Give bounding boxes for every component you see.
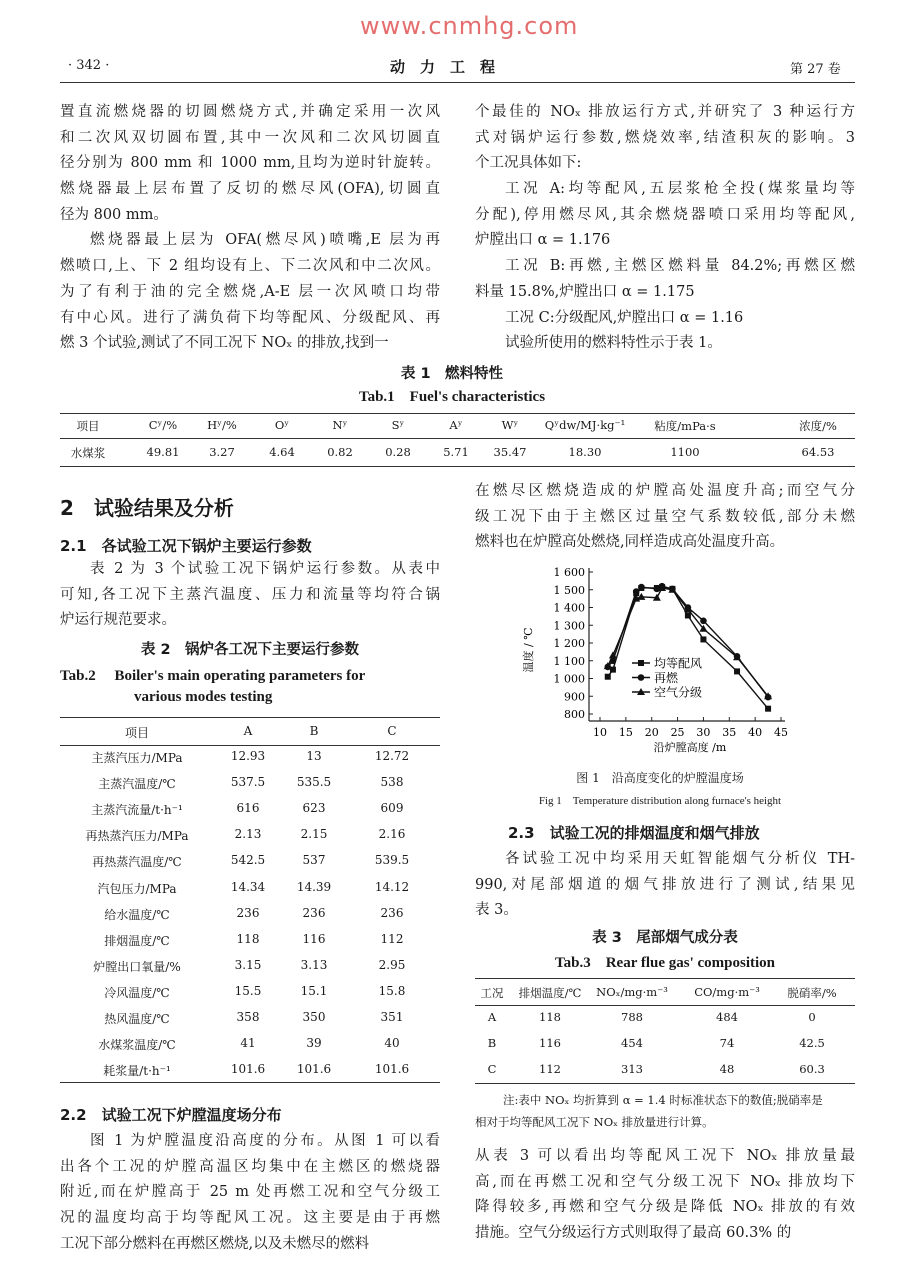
x-tick-label: 40 [748,726,763,739]
table3-cell: 48 [719,1062,735,1076]
table2-cell: 14.39 [296,879,332,894]
table2-title-en-2: various modes testing [134,689,273,705]
right-mid-text [475,479,855,556]
table2-cell: 15.5 [234,983,262,998]
text-line: 试验所使用的燃料特性示于表 1。 [505,335,722,352]
table2-cell: 给水温度/℃ [104,907,170,922]
table2-cell: 汽包压力/MPa [97,881,177,896]
text-line: 级工况下由于主燃区过量空气系数较低,部分未燃 [475,508,855,525]
table1-header-cell: 粘度/mPa·s [654,419,716,433]
text-line: 燃 3 个试验,测试了不同工况下 NOₓ 的排放,找到一 [60,335,389,352]
data-point-circle [700,618,707,625]
table2-cell: 101.6 [230,1062,266,1077]
table3-cell: 118 [539,1010,561,1024]
table2-cell: 水煤浆温度/℃ [98,1038,176,1053]
table3-cell: 112 [539,1062,561,1076]
table3-cell: 313 [621,1062,643,1076]
text-line: 工况下部分燃料在再燃区燃烧,以及未燃尽的燃料 [60,1235,370,1252]
subsection-heading: 2.2 试验工况下炉膛温度场分布 [60,1106,282,1124]
table2-cell: 2.13 [234,827,262,842]
table2-header-cell: B [309,724,319,738]
table2-cell: 冷风温度/℃ [104,985,170,1000]
table2-cell: 101.6 [374,1062,410,1077]
text-line: 工况 B:再燃,主燃区燃料量 84.2%;再燃区燃 [505,258,855,275]
table2-cell: 15.1 [300,983,328,998]
table2-cell: 炉膛出口氧量/% [93,959,181,974]
text-line: 置直流燃烧器的切圆燃烧方式,并确定采用一次风 [60,104,440,120]
table3-cell: 788 [621,1010,643,1024]
table1-cell: 35.47 [493,445,527,459]
data-point-circle [638,584,645,591]
table2-cell: 排烟温度/℃ [104,933,170,948]
x-tick-label: 15 [618,726,633,739]
section2-3-text [475,847,855,924]
table2-cell: 101.6 [296,1062,332,1077]
table1-title-en: Tab.1 Fuel's characteristics [358,389,546,405]
table2-cell: 538 [380,775,404,790]
data-point-square [734,668,740,674]
section-heading: 2 试验结果及分析 [60,496,234,520]
y-tick-label: 1 200 [553,637,585,650]
text-line: 炉运行规范要求。 [60,612,176,629]
text-line: 个最佳的 NOₓ 排放运行方式,并研究了 3 种运行方 [475,104,855,120]
table3-cell: 42.5 [799,1036,825,1050]
text-line: 在燃尽区燃烧造成的炉膛高处温度升高;而空气分 [475,483,855,499]
x-tick-label: 10 [593,726,607,739]
y-tick-label: 1 500 [553,583,585,597]
table1-title-cn: 表 1 燃料特性 [400,366,504,382]
table2-top-rule [60,717,440,718]
table2-cell: 537.5 [230,775,266,790]
journal-title: 动 力 工 程 [390,58,496,76]
text-line: 从表 3 可以看出均等配风工况下 NOₓ 排放量最 [475,1148,855,1164]
table3-note: 注:表中 NOₓ 均折算到 α = 1.4 时标准状态下的数值;脱硝率是 [503,1093,823,1107]
table3-cell: 74 [719,1036,735,1050]
table2-cell: 236 [302,905,326,920]
table2-cell: 236 [236,905,260,920]
table2-cell: 3.15 [234,957,262,972]
text-line: 燃料也在炉膛高处燃烧,同样造成高处温度升高。 [475,534,785,551]
subsection-heading: 2.1 各试验工况下锅炉主要运行参数 [60,537,312,555]
table1-bottom-rule [60,466,855,467]
figure-caption-cn: 图 1 沿高度变化的炉膛温度场 [576,771,744,785]
table3-header-cell: 工况 [480,986,504,1000]
table2-cell: 542.5 [230,853,266,868]
table1-cell: 水煤浆 [70,446,106,460]
x-tick-label: 45 [774,726,788,739]
table3-header-cell: 排烟温度/℃ [518,986,582,1000]
legend-label: 空气分级 [654,685,703,700]
table2-cell: 3.13 [300,957,328,972]
table1-mid-rule [60,438,855,439]
table3-title-cn: 表 3 尾部烟气成分表 [592,930,738,946]
table2-cell: 主蒸汽流量/t·h⁻¹ [91,803,183,818]
table2-header-cell: C [387,724,397,738]
text-line: 表 2 为 3 个试验工况下锅炉运行参数。从表中 [90,561,440,577]
table1-cell: 4.64 [269,445,295,459]
text-line: 燃烧器最上层布置了反切的燃尽风(OFA),切圆直 [60,181,440,198]
table2-cell: 2.95 [378,957,406,972]
text-line: 高,而在再燃工况和空气分级工况下 NOₓ 排放均下 [475,1173,855,1190]
table3-cell: 454 [621,1036,643,1050]
table2-cell: 351 [380,1010,404,1024]
data-point-circle [633,588,640,595]
text-line: 燃烧器最上层为 OFA(燃尽风)喷嘴,E 层为再 [90,232,440,249]
table3-bottom-rule [475,1083,855,1084]
text-line: 可知,各工况下主蒸汽温度、压力和流量等均符合锅 [60,586,440,603]
text-line: 径为 800 mm。 [60,206,168,223]
right-intro-text [475,100,855,357]
x-tick-label: 20 [644,726,659,739]
text-line: 径分别为 800 mm 和 1000 mm,且均为逆时针旋转。 [60,155,440,172]
text-line: 表 3。 [475,902,518,919]
table2-cell: 539.5 [374,853,410,868]
table1-header-cell: Nʸ [332,418,348,432]
table2-cell: 主蒸汽温度/℃ [98,777,176,792]
table1-cell: 64.53 [801,445,835,459]
text-line: 附近,而在炉膛高于 25 m 处再燃工况和空气分级工 [60,1184,440,1201]
text-line: 有中心风。进行了满负荷下均等配风、分级配风、再 [60,309,440,326]
table2-cell: 2.15 [300,827,328,842]
table2-cell: 118 [236,931,260,946]
table1-top-rule [60,413,855,414]
table3-cell: 60.3 [799,1062,825,1076]
table2-cell: 12.72 [374,749,410,763]
table3-top-rule [475,978,855,979]
table1-cell: 18.30 [568,445,602,459]
table2-cell: 耗浆量/t·h⁻¹ [103,1064,171,1079]
legend-label: 再燃 [654,671,679,685]
table2-cell: 15.8 [378,983,406,998]
y-tick-label: 800 [564,708,585,721]
volume-label: 第 27 卷 [790,62,841,77]
left-intro-text [60,100,440,357]
table3-cell: B [487,1036,497,1050]
text-line: 式对锅炉运行参数,燃烧效率,结渣积灰的影响。3 [475,129,855,146]
table2-cell: 2.16 [378,827,406,842]
table2-title-en: Tab.2 Boiler's main operating parameters for [60,668,366,684]
table1-header-cell: Aʸ [449,418,463,432]
table2-cell: 236 [380,905,404,920]
table2-bottom-rule [60,1082,440,1083]
text-line: 况的温度均高于均等配风工况。这主要是由于再燃 [60,1210,440,1227]
table2-header-cell: 项目 [124,726,150,740]
table2-cell: 358 [236,1010,260,1024]
table1-header-cell: 项目 [76,419,100,433]
table2-cell: 主蒸汽压力/MPa [91,751,183,765]
table3-header-cell: 脱硝率/% [787,986,837,1000]
table3-note-cont: 相对于均等配风工况下 NOₓ 排放量进行计算。 [475,1115,714,1129]
table3-cell: 0 [808,1010,816,1024]
y-tick-label: 1 400 [553,601,585,615]
text-line: 工况 C:分级配风,炉膛出口 α = 1.16 [505,309,744,326]
y-axis-label: 温度 / ℃ [522,627,535,673]
table1-header-cell: Cʸ/% [148,418,178,432]
text-line: 各试验工况中均采用天虹智能烟气分析仪 TH- [505,851,855,867]
table3-cell: 484 [716,1010,738,1024]
watermark: www.cnmhg.com [360,12,579,40]
table2-cell: 537 [302,853,326,868]
table1-header-cell: Qʸdw/MJ·kg⁻¹ [544,418,626,432]
x-tick-label: 25 [670,726,685,739]
text-line: 炉膛出口 α = 1.176 [475,232,611,249]
x-tick-label: 30 [696,726,711,739]
text-line: 和二次风双切圆布置,其中一次风和二次风切圆直 [60,129,440,146]
table1-cell: 0.28 [385,445,411,459]
text-line: 990,对尾部烟道的烟气排放进行了测试,结果见 [475,876,855,893]
table1-header-cell: Hʸ/% [207,418,237,432]
figure-caption-en: Fig 1 Temperature distribution along furnace's height [538,795,782,807]
data-point-square [765,706,771,712]
table2-header-cell: A [243,724,253,738]
table2-cell: 609 [380,801,404,816]
table2-cell: 再热蒸汽温度/℃ [92,855,182,870]
data-point-square [685,612,691,618]
subsection-heading: 2.3 试验工况的排烟温度和烟气排放 [508,824,760,842]
table2-cell: 616 [236,801,260,816]
table1-header-cell: Sʸ [391,418,405,432]
section2-2-text [60,1129,440,1257]
table1-header-cell: Wʸ [501,418,519,432]
table1-cell: 1100 [670,445,700,459]
table3-cell: A [487,1010,497,1024]
text-line: 出各个工况的炉膛高温区均集中在主燃区的燃烧器 [60,1158,440,1175]
header-rule [60,82,855,83]
table2-cell: 39 [306,1036,322,1051]
text-line: 个工况具体如下: [475,155,582,172]
table3-cell: 116 [539,1036,561,1050]
table2-cell: 14.12 [374,879,410,894]
table1-cell: 3.27 [209,445,235,459]
text-line: 降得较多,再燃和空气分级是降低 NOₓ 排放的有效 [475,1199,855,1216]
table2-cell: 13 [306,749,322,763]
legend-label: 均等配风 [654,656,703,671]
y-tick-label: 1 000 [553,672,585,686]
text-line: 料量 15.8%,炉膛出口 α = 1.175 [475,283,695,300]
page-number: · 342 · [68,58,110,73]
y-tick-label: 1 100 [553,654,585,668]
right-bottom-text [475,1144,855,1247]
text-line: 分配),停用燃尽风,其余燃烧器喷口采用均等配风, [475,206,855,223]
y-tick-label: 1 300 [553,619,585,633]
section2-1-text [60,557,440,634]
table2-cell: 535.5 [296,775,332,790]
table1-cell: 49.81 [146,445,180,459]
x-tick-label: 35 [722,726,737,739]
table2-cell: 112 [380,931,404,946]
text-line: 措施。空气分级运行方式则取得了最高 60.3% 的 [475,1225,792,1242]
x-axis-label: 沿炉膛高度 /m [653,741,727,754]
table2-cell: 116 [302,931,326,946]
table2-cell: 350 [302,1010,326,1024]
table2-cell: 12.93 [230,749,266,763]
table3-header-cell: NOₓ/mg·m⁻³ [596,985,668,999]
legend-marker-circle [638,674,645,681]
data-point-square [605,674,611,680]
table2-cell: 40 [384,1036,400,1051]
table2-cell: 623 [302,801,326,816]
table2-cell: 再热蒸汽压力/MPa [85,829,189,844]
data-point-square [700,636,706,642]
text-line: 工况 A:均等配风,五层浆枪全投(煤浆量均等 [505,181,855,198]
y-tick-label: 900 [564,690,585,704]
legend-marker-square [638,660,644,666]
table3-title-en: Tab.3 Rear flue gas' composition [554,955,776,971]
y-tick-label: 1 600 [553,566,585,579]
text-line: 燃喷口,上、下 2 组均设有上、下二次风和中二次风。 [60,258,440,275]
table3-mid-rule [475,1005,855,1006]
text-line: 图 1 为炉膛温度沿高度的分布。从图 1 可以看 [90,1133,440,1149]
table2-title-cn: 表 2 锅炉各工况下主要运行参数 [140,642,360,658]
table3-header-cell: CO/mg·m⁻³ [694,985,760,999]
table1-cell: 0.82 [327,445,353,459]
table2-cell: 热风温度/℃ [104,1012,170,1026]
table2-cell: 14.34 [230,879,266,894]
table2-cell: 41 [240,1036,256,1051]
table3-cell: C [487,1062,497,1076]
text-line: 为了有利于油的完全燃烧,A-E 层一次风喷口均带 [60,283,440,300]
table1-header-cell: 浓度/% [799,419,837,433]
table1-header-cell: Oʸ [274,418,290,432]
table2-mid-rule [60,745,440,746]
table1-cell: 5.71 [443,445,469,459]
